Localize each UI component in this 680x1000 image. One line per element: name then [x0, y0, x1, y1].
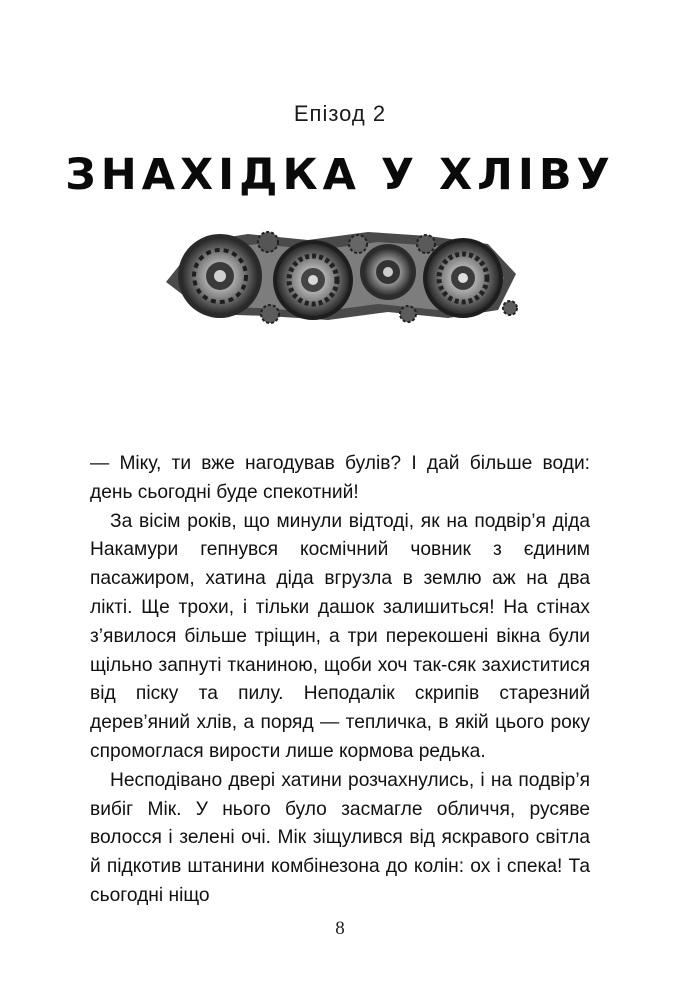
paragraph-2: За вісім років, що минули відтоді, як на подвір’я діда Накамури гепнувся космічний човник з єдиним пасажиром, хатина діда вгрузла в землю аж на два лікті. Ще трохи, і тільки дашок залишиться! На стінах з’явилося більше тріщин, а три перекошені вікна були щільно запнуті тканиною, щоби хоч так-сяк захиститися від піску та пилу. Неподалік скрипів старезний дерев’яний хлів, а поряд — тепличка, в якій цього року спромоглася вирости лише кормова редька. [90, 510, 590, 762]
page-number: 8 [335, 918, 345, 939]
episode-label: Епізод 2 [293, 101, 387, 126]
body-text [90, 450, 590, 911]
paragraph-3: Несподівано двері хатини розчахнулись, і на подвір’я вибіг Мік. У нього було засмагле обличчя, русяве волосся і зелені очі. Мік зіщулився від яскравого світла й підкотив штанини комбінезона до колін: ох і спека! Та сьогодні ніщо [90, 769, 590, 906]
gears-ornament-icon [158, 222, 522, 332]
paragraph-1: — Міку, ти вже нагодував булів? І дай більше води: день сьогодні буде спекотний! [90, 453, 590, 503]
chapter-title: ЗНАХІДКА У ХЛІВУ [65, 150, 615, 200]
